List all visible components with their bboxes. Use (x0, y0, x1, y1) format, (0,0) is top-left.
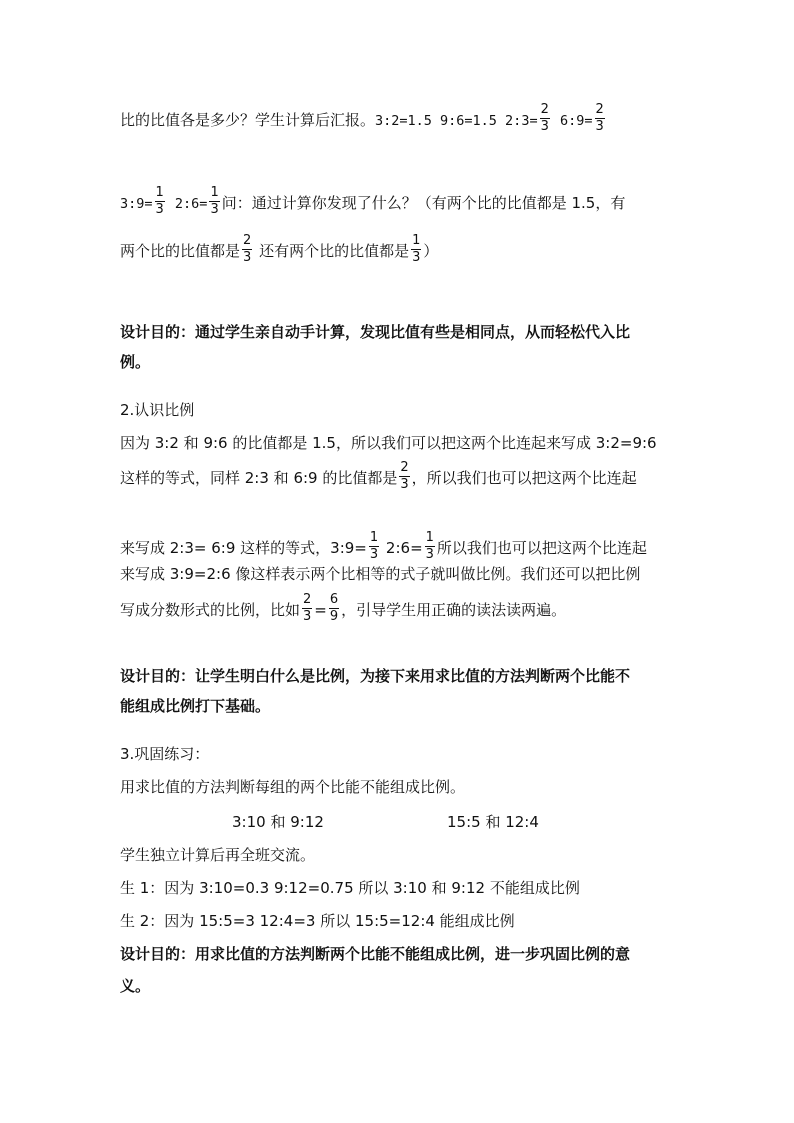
denominator: 3 (400, 477, 409, 492)
denominator: 3 (425, 547, 434, 562)
numerator: 1 (425, 530, 434, 545)
text: ，所以我们也可以把这两个比连起 (411, 469, 637, 487)
student-answer: 生 1：因为 3:10=0.3 9:12=0.75 所以 3:10 和 9:12 不能组成比例 (120, 879, 580, 897)
fraction (411, 233, 421, 266)
text: 问：通过计算你发现了什么？（有两个比的比值都是 1.5，有 (221, 194, 626, 212)
fraction (595, 102, 605, 135)
design-purpose-line: 设计目的：让学生明白什么是比例，为接下来用求比值的方法判断两个比能不 (120, 667, 631, 685)
fraction (242, 233, 252, 266)
denominator: 3 (303, 609, 312, 624)
section-title: 3.巩固练习： (120, 745, 210, 763)
para-line: 学生独立计算后再全班交流。 (120, 846, 316, 864)
text: 来写成 2:3= 6:9 这样的等式，3:9= (120, 539, 367, 557)
numerator: 6 (329, 592, 339, 607)
section-title: 2.认识比例 (120, 401, 195, 419)
numerator: 2 (540, 102, 549, 117)
math-text: 3:2=1.5 9:6=1.5 2:3= (375, 113, 538, 129)
text: ，引导学生用正确的读法读两遍。 (341, 601, 567, 619)
math-text: 3:9= (120, 196, 153, 212)
text: 两个比的比值都是 (120, 242, 241, 260)
numerator: 1 (369, 530, 379, 545)
denominator: 3 (243, 250, 252, 265)
denominator: 3 (369, 547, 379, 562)
denominator: 3 (412, 250, 421, 265)
equals-sign: = (314, 601, 327, 619)
text: 还有两个比的比值都是 (254, 242, 410, 260)
design-purpose-line: 能组成比例打下基础。 (120, 697, 271, 715)
numerator: 1 (155, 185, 164, 200)
fraction (329, 592, 339, 625)
para-line (120, 594, 684, 627)
fraction (425, 530, 435, 563)
para-line (120, 462, 684, 495)
fraction (302, 592, 312, 625)
text: 写成分数形式的比例，比如 (120, 601, 301, 619)
denominator: 3 (540, 119, 549, 134)
denominator: 9 (329, 609, 339, 624)
para-line (120, 433, 684, 453)
text: 因为 3:2 和 9:6 的比值都是 1.5，所以我们可以把这两个比连起来写成 3:2=9:6 (120, 434, 657, 452)
denominator: 3 (210, 202, 219, 217)
math-text: 6:9= (551, 113, 593, 129)
fraction (369, 530, 379, 563)
denominator: 3 (155, 202, 164, 217)
text: 比的比值各是多少？学生计算后汇报。 (120, 111, 376, 129)
exercise-item: 15:5 和 12:4 (447, 813, 539, 831)
student-answer: 生 2：因为 15:5=3 12:4=3 所以 15:5=12:4 能组成比例 (120, 912, 515, 930)
numerator: 1 (412, 233, 421, 248)
para-line (120, 187, 684, 220)
para-line (120, 104, 684, 137)
design-purpose-line: 义。 (120, 977, 151, 995)
numerator: 2 (595, 102, 604, 117)
numerator: 2 (243, 233, 252, 248)
numerator: 1 (210, 185, 219, 200)
design-purpose-line: 设计目的：通过学生亲自动手计算，发现比值有些是相同点，从而轻松代入比 (120, 323, 631, 341)
numerator: 2 (303, 592, 312, 607)
text: 2:6= (381, 539, 423, 557)
para-line (120, 235, 684, 268)
text: 这样的等式，同样 2:3 和 6:9 的比值都是 (120, 469, 398, 487)
fraction (399, 460, 409, 493)
para-line: 用求比值的方法判断每组的两个比能不能组成比例。 (120, 778, 466, 796)
para-line (120, 532, 684, 565)
para-line: 来写成 3:9=2:6 像这样表示两个比相等的式子就叫做比例。我们还可以把比例 (120, 565, 641, 583)
fraction (209, 185, 219, 218)
numerator: 2 (400, 460, 409, 475)
design-purpose-line: 例。 (120, 353, 151, 371)
text: ） (423, 242, 439, 260)
math-text: 2:6= (166, 196, 208, 212)
design-purpose-line: 设计目的：用求比值的方法判断两个比能不能组成比例，进一步巩固比例的意 (120, 945, 631, 963)
denominator: 3 (595, 119, 604, 134)
text: 所以我们也可以把这两个比连起 (436, 539, 647, 557)
fraction (155, 185, 165, 218)
exercise-item: 3:10 和 9:12 (232, 813, 324, 831)
fraction (540, 102, 550, 135)
